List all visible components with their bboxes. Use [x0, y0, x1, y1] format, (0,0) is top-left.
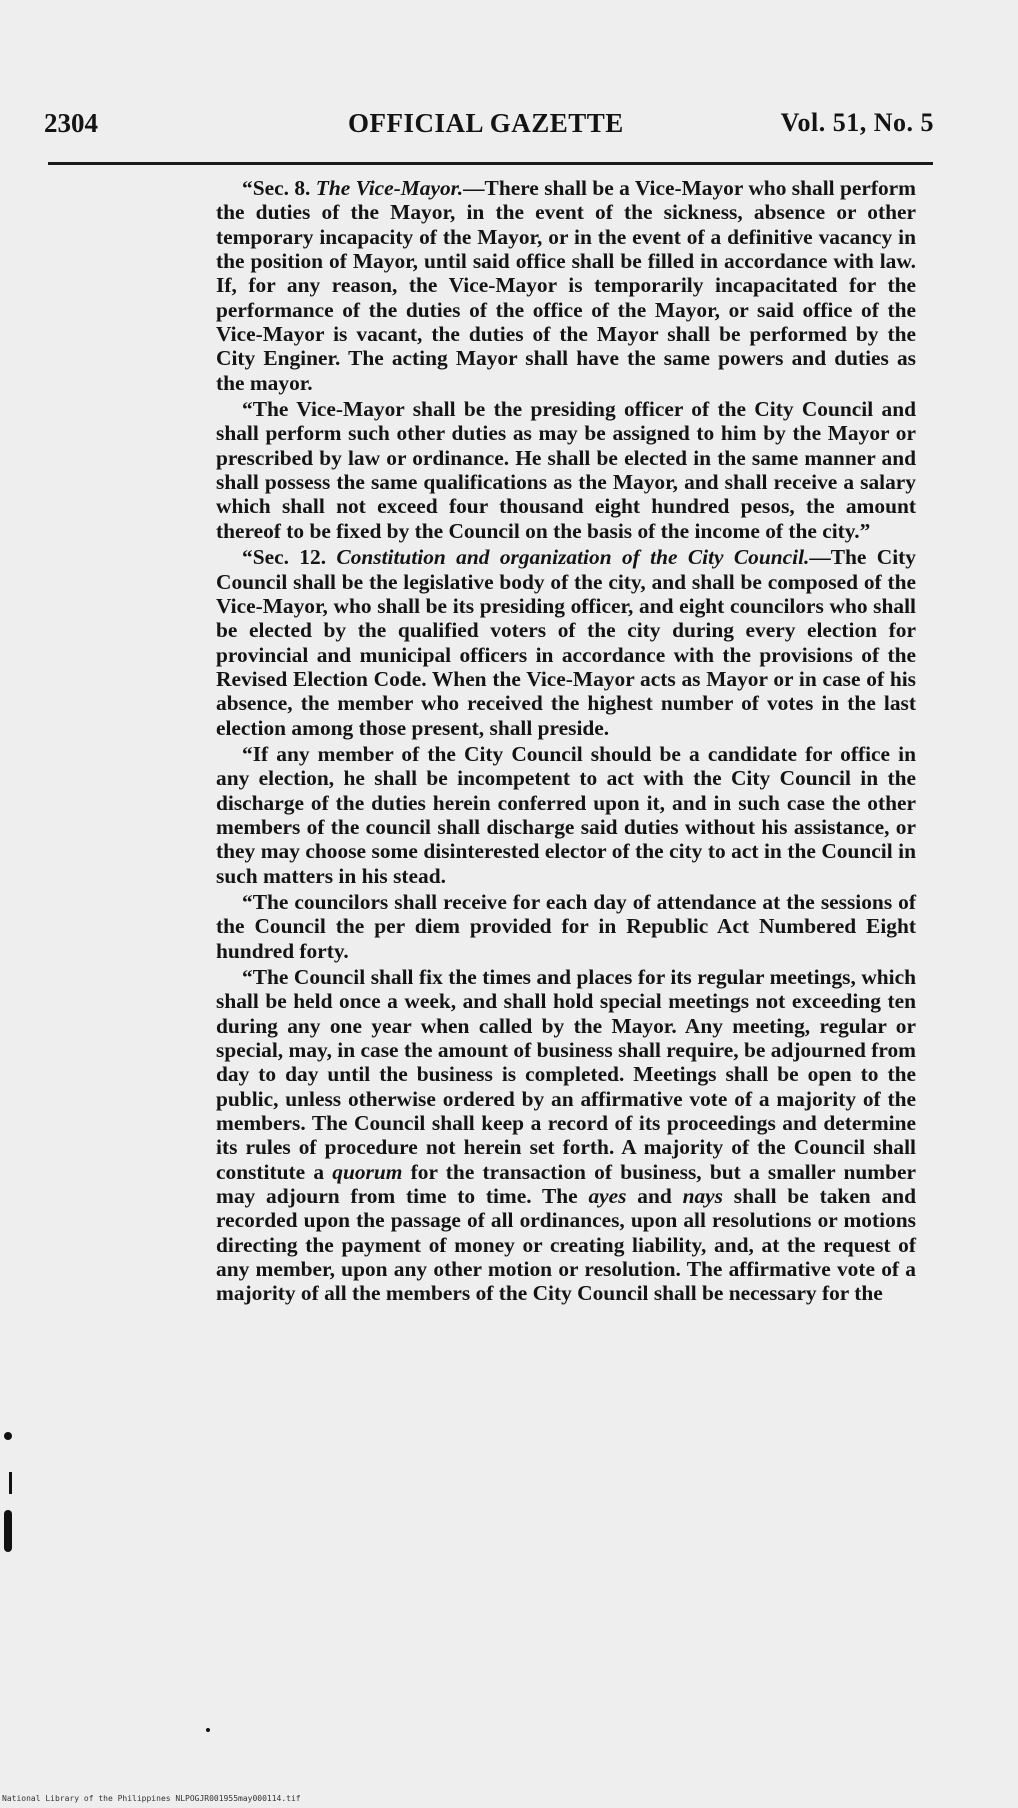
section-number: “Sec. 12. — [242, 545, 327, 570]
scan-speck — [206, 1728, 210, 1732]
header-rule — [48, 162, 933, 165]
italic-term: ayes — [588, 1184, 627, 1209]
paragraph: “The Vice-Mayor shall be the presiding officer of the City Council and shall perform such other duties as may be assigned to him by the Mayor or prescribed by law or ordinance. He shall be elected in the same manner and shall possess the same qualifications as the Mayor, and shall receive a salary which shall not exceed four thousand eight hundred pesos, the amount thereof to be fixed by the Council on the basis of the income of the city.” — [216, 397, 916, 543]
scan-margin-mark — [4, 1510, 12, 1552]
paragraph: “If any member of the City Council should be a candidate for office in any election, he shall be incompetent to act with the City Council in the discharge of the duties herein conferred upon it, and in such case the other members of the council shall discharge said duties without his assistance, or they may choose some disinterested elector of the city to act in the Council in such matters in his stead. — [216, 741, 916, 888]
paragraph-text: —The City Council shall be the legislative body of the city, and shall be composed of the Vice-Mayor, who shall be its presiding officer, and eight councilors who shall be elected by the qualified voters of the city during every election for provincial and municipal officers in accordance with the provisions of the Revised Election Code. When the Vice-Mayor acts as Mayor or in case of his absence, the member who received the highest number of votes in the last election among those present, shall preside. — [216, 545, 916, 740]
volume-issue: Vol. 51, No. 5 — [780, 108, 934, 137]
paragraph: “The councilors shall receive for each day of attendance at the sessions of the Council the per diem provided for in Republic Act Numbered Eight hundred forty. — [216, 889, 916, 963]
page-number: 2304 — [44, 108, 98, 138]
scan-margin-mark — [4, 1432, 12, 1440]
paragraph-text: “The Council shall fix the times and places for its regular meetings, which shall be held once a week, and shall hold special meetings not exceeding ten during any one year when called by the Mayor. Any meeting, regular or special, may, in case the amount of business shall require, be adjourned from day to day until the business is completed. Meetings shall be open to the public, unless otherwise ordered by an affirmative vote of a majority of the members. The Council shall keep a record of its proceedings and determine its rules of procedure not herein set forth. A majority of the Council shall constitute a — [216, 965, 916, 1184]
paragraph-council-meetings — [216, 965, 916, 1306]
paragraph-text: —There shall be a Vice-Mayor who shall perform the duties of the Mayor, in the event of the sickness, absence or other temporary incapacity of the Mayor, or in the event of a definitive vacancy in the position of Mayor, until said office shall be filled in accordance with law. If, for any reason, the Vice-Mayor is temporarily incapacitated for the performance of the duties of the office of the Mayor, or said office of the Vice-Mayor is vacant, the duties of the Mayor shall be performed by the City Enginer. The acting Mayor shall have the same powers and duties as the mayor. — [216, 176, 916, 395]
section-title: The Vice-Mayor. — [315, 176, 464, 200]
italic-term: nays — [682, 1184, 723, 1209]
section-number: “Sec. 8. — [242, 176, 311, 200]
section-title: Constitution and organization of the City Council. — [336, 545, 810, 570]
body-text — [216, 176, 916, 1306]
italic-term: quorum — [332, 1159, 403, 1184]
paragraph-sec-12 — [216, 545, 916, 740]
paragraph-text: shall be taken and recorded upon the passage of all ordinances, upon all resolutions or motions directing the payment of money or creating liability, and, at the request of any member, upon any other motion or resolution. The affirmative vote of a majority of all the members of the City Council shall be necessary for the — [216, 1184, 916, 1306]
paragraph-sec-8 — [216, 176, 916, 395]
paragraph-text: for the transaction of business, but a smaller number may adjourn from time to time. The — [216, 1159, 916, 1209]
scan-source-caption: National Library of the Philippines NLPOGJR001955may000114.tif — [2, 1794, 301, 1803]
paragraph-text: and — [626, 1184, 683, 1209]
page-header — [44, 108, 934, 154]
scan-margin-mark — [9, 1472, 12, 1494]
publication-title: OFFICIAL GAZETTE — [348, 108, 624, 138]
